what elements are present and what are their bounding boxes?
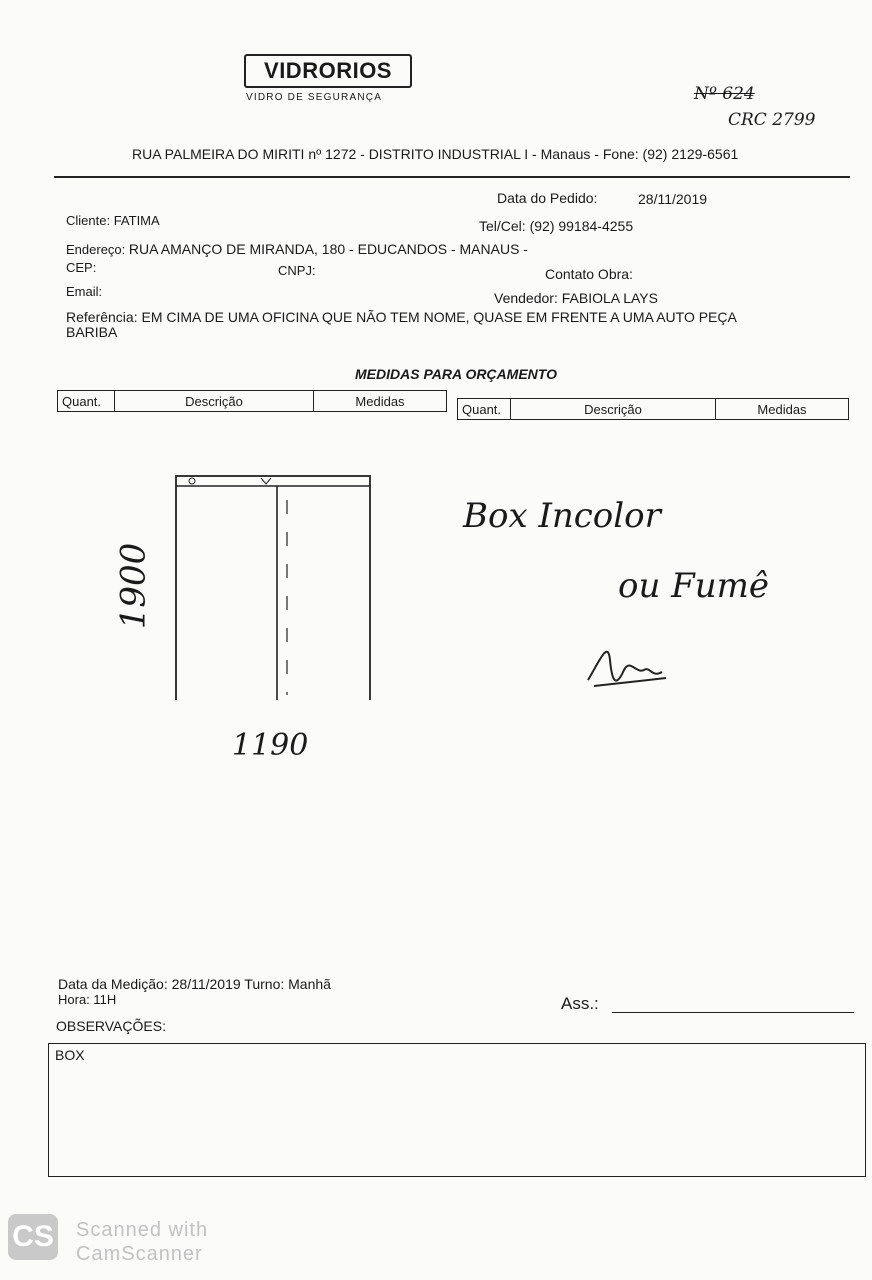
- handwritten-note-line1: Box Incolor: [463, 496, 661, 536]
- reference-label: Referência:: [66, 309, 138, 325]
- phone-field: [479, 218, 633, 234]
- shower-box-sketch: [120, 470, 400, 700]
- reference-value-line1: EM CIMA DE UMA OFICINA QUE NÃO TEM NOME, QUASE EM FRENTE A UMA AUTO PEÇA: [141, 309, 737, 325]
- address-field: [66, 241, 528, 257]
- order-date-label: Data do Pedido:: [497, 190, 598, 206]
- company-address: RUA PALMEIRA DO MIRITI nº 1272 - DISTRITO INDUSTRIAL I - Manaus - Fone: (92) 2129-6561: [132, 146, 739, 162]
- col-desc-header: Descrição: [511, 399, 716, 420]
- cnpj-label: CNPJ:: [278, 263, 316, 278]
- col-qty-header: Quant.: [458, 399, 511, 420]
- contact-label: Contato Obra:: [545, 266, 633, 282]
- signature-line: [612, 1012, 854, 1013]
- reference-field: [66, 310, 826, 340]
- seller-label: Vendedor:: [494, 290, 558, 306]
- observations-box: [48, 1043, 866, 1177]
- col-desc-header: Descrição: [115, 391, 314, 412]
- scanner-line2: CamScanner: [76, 1243, 203, 1265]
- order-number: Nº 624: [694, 84, 755, 104]
- camscanner-logo: CS: [8, 1214, 58, 1260]
- cep-label: CEP:: [66, 260, 97, 275]
- address-label: Endereço:: [66, 242, 126, 257]
- address-value: RUA AMANÇO DE MIRANDA, 180 - EDUCANDOS - MANAUS -: [128, 241, 528, 257]
- email-label: Email:: [66, 284, 103, 299]
- seller-value: FABIOLA LAYS: [561, 290, 658, 306]
- seller-field: [494, 290, 658, 306]
- company-tagline: VIDRO DE SEGURANÇA: [246, 92, 383, 103]
- height-dimension: 1900: [113, 542, 154, 630]
- col-qty-header: Quant.: [58, 391, 115, 412]
- phone-value: (92) 99184-4255: [529, 218, 634, 234]
- client-field: [66, 213, 160, 228]
- client-label: Cliente:: [66, 213, 111, 228]
- observations-label: OBSERVAÇÕES:: [56, 1018, 166, 1034]
- camscanner-watermark: [76, 1218, 208, 1266]
- roller-right: [261, 478, 271, 484]
- width-dimension: 1190: [232, 728, 309, 763]
- observations-value: BOX: [55, 1047, 85, 1063]
- handwritten-note-line2: ou Fumê: [618, 566, 770, 606]
- roller-left: [189, 478, 195, 484]
- visit-time-label: Hora:: [58, 992, 90, 1007]
- visit-date-label: Data da Medição:: [58, 976, 168, 992]
- phone-label: Tel/Cel:: [479, 218, 526, 234]
- company-logo: VIDRORIOS: [244, 54, 412, 88]
- shift-value: Manhã: [288, 976, 331, 992]
- shift-label: Turno:: [244, 976, 285, 992]
- order-date-value: 28/11/2019: [638, 191, 708, 207]
- visit-date-field: [58, 976, 331, 992]
- visit-time-field: [58, 992, 116, 1007]
- col-measures-header: Medidas: [314, 391, 447, 412]
- crc-note: CRC 2799: [728, 110, 816, 130]
- header-divider: [54, 176, 850, 178]
- box-frame: [176, 476, 370, 700]
- visit-time-value: 11H: [93, 992, 117, 1007]
- signature-label: Ass.:: [561, 994, 599, 1013]
- reference-value-line2: BARIBA: [66, 324, 118, 340]
- measures-title: MEDIDAS PARA ORÇAMENTO: [355, 366, 557, 382]
- visit-date-value: 28/11/2019: [171, 976, 241, 992]
- scanner-line1: Scanned with: [76, 1219, 209, 1241]
- col-measures-header: Medidas: [716, 399, 849, 420]
- handwritten-signature: [580, 630, 680, 694]
- client-value: FATIMA: [113, 213, 160, 228]
- measures-table-right: [457, 398, 849, 420]
- measures-table-left: [57, 390, 447, 412]
